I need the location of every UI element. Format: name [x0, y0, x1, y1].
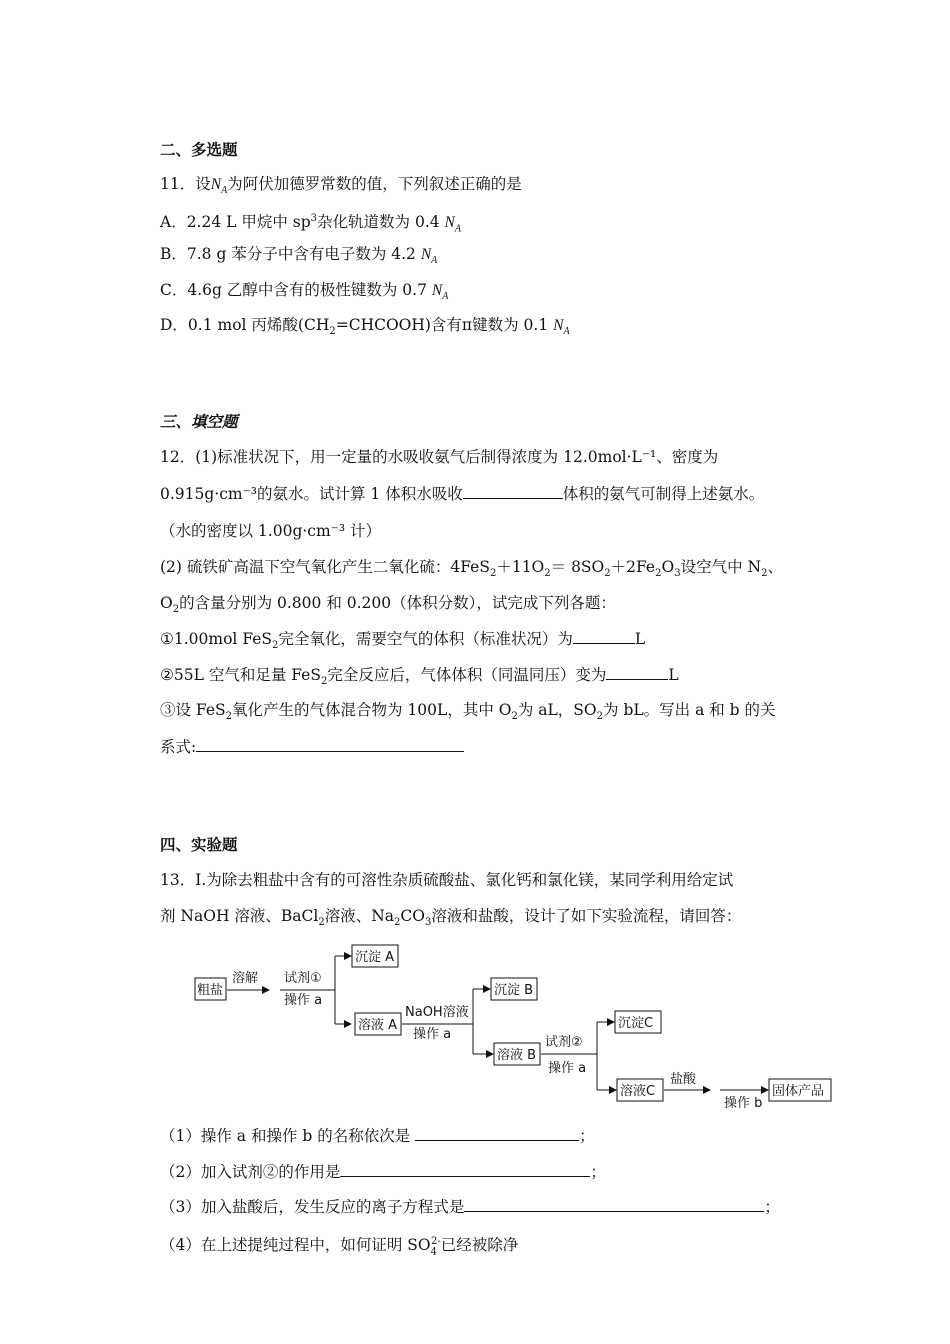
- purification-flow-diagram: [190, 940, 840, 1115]
- question-11-stem: 11．设$N_A$为阿伏加德罗常数的值，下列叙述正确的是: [160, 175, 522, 197]
- question-13-part-1: （1）操作 a 和操作 b 的名称依次是 ；: [160, 1127, 595, 1145]
- answer-blank[interactable]: [463, 484, 563, 499]
- question-12-line-5: $O_2$的含量分别为 0.800 和 0.200（体积分数），试完成下列各题：: [160, 594, 616, 616]
- question-12-line-1: 12．(1)标准状况下，用一定量的水吸收氨气后制得浓度为 12.0mol·L⁻¹、密度为: [160, 448, 719, 466]
- section-heading-fill-in: 三、填空题: [160, 412, 238, 431]
- question-13-line-1: 13．Ⅰ.为除去粗盐中含有的可溶性杂质硫酸盐、氯化钙和氯化镁，某同学利用给定试: [160, 871, 734, 889]
- ppt-a-label: 沉淀 A: [355, 950, 395, 965]
- op-a3-label: 操作 a: [548, 1061, 587, 1076]
- answer-blank[interactable]: [573, 629, 635, 644]
- question-11-option-d: D．0.1 mol 丙烯酸$(CH_2=CHCOOH)$含有π键数为 0.1 $N_A$: [160, 316, 570, 338]
- crude-salt-label: 粗盐: [197, 983, 224, 998]
- op-a1-label: 操作 a: [284, 993, 323, 1008]
- ppt-c-label: 沉淀C: [618, 1016, 654, 1031]
- section-heading-experiment: 四、实验题: [160, 835, 238, 854]
- naoh-label: NaOH溶液: [405, 1005, 469, 1020]
- question-12-line-3: （水的密度以 1.00g·cm⁻³ 计）: [160, 522, 381, 540]
- answer-blank[interactable]: [415, 1126, 579, 1141]
- reagent1-label: 试剂①: [284, 971, 322, 986]
- answer-blank[interactable]: [196, 737, 464, 752]
- question-12-line-2: 0.915g·cm⁻³的氨水。试计算 1 体积水吸收 体积的氨气可制得上述氨水。: [160, 485, 765, 503]
- sol-a-label: 溶液 A: [358, 1018, 398, 1033]
- dissolve-label: 溶解: [232, 971, 259, 986]
- question-12-line-9: 系式:: [160, 737, 464, 757]
- reagent2-label: 试剂②: [545, 1035, 583, 1050]
- answer-blank[interactable]: [464, 1197, 764, 1212]
- sol-b-label: 溶液 B: [497, 1048, 537, 1063]
- question-11-option-b: B．7.8 g 苯分子中含有电子数为 4.2 $N_A$: [160, 245, 438, 267]
- answer-blank[interactable]: [606, 665, 668, 680]
- section-heading-multiple-choice: 二、多选题: [160, 140, 238, 159]
- question-12-line-8: ③设 FeS$_2$氧化产生的气体混合物为 100L，其中 $O_2$为 aL，$SO_2$为 bL。写出 a 和 b 的关: [160, 701, 776, 723]
- sol-c-label: 溶液C: [620, 1084, 656, 1099]
- answer-blank[interactable]: [340, 1162, 590, 1177]
- op-b-label: 操作 b: [724, 1096, 763, 1111]
- question-13-part-4: （4）在上述提纯过程中，如何证明 $SO_4^{2-}$已经被除净: [160, 1236, 519, 1258]
- question-13-line-2: 剂 NaOH 溶液、BaCl$_2$溶液、$Na_2CO_3$溶液和盐酸，设计了如下实验流程，请回答：: [160, 907, 742, 929]
- question-13-part-2: （2）加入试剂②的作用是 ；: [160, 1163, 606, 1181]
- hcl-label: 盐酸: [670, 1072, 697, 1087]
- question-12-line-6: ①1.00mol FeS$_2$完全氧化，需要空气的体积（标准状况）为 L: [160, 630, 646, 652]
- question-11-option-c: C．4.6g 乙醇中含有的极性键数为 0.7 $N_A$: [160, 281, 449, 303]
- product-label: 固体产品: [772, 1084, 825, 1099]
- question-13-part-3: （3）加入盐酸后，发生反应的离子方程式是 ；: [160, 1198, 780, 1216]
- question-12-line-7: ②55L 空气和足量 FeS$_2$完全反应后，气体体积（同温同压）变为 L: [160, 666, 679, 688]
- question-11-option-a: A．2.24 L 甲烷中 $sp^3$杂化轨道数为 0.4 $N_A$: [160, 213, 461, 235]
- question-12-line-4: (2) 硫铁矿高温下空气氧化产生二氧化硫：$4FeS_2+11O_2= 8SO_2+2Fe_2O_3$设空气中 $N_2$、: [160, 558, 783, 580]
- ppt-b-label: 沉淀 B: [494, 983, 534, 998]
- op-a2-label: 操作 a: [413, 1027, 452, 1042]
